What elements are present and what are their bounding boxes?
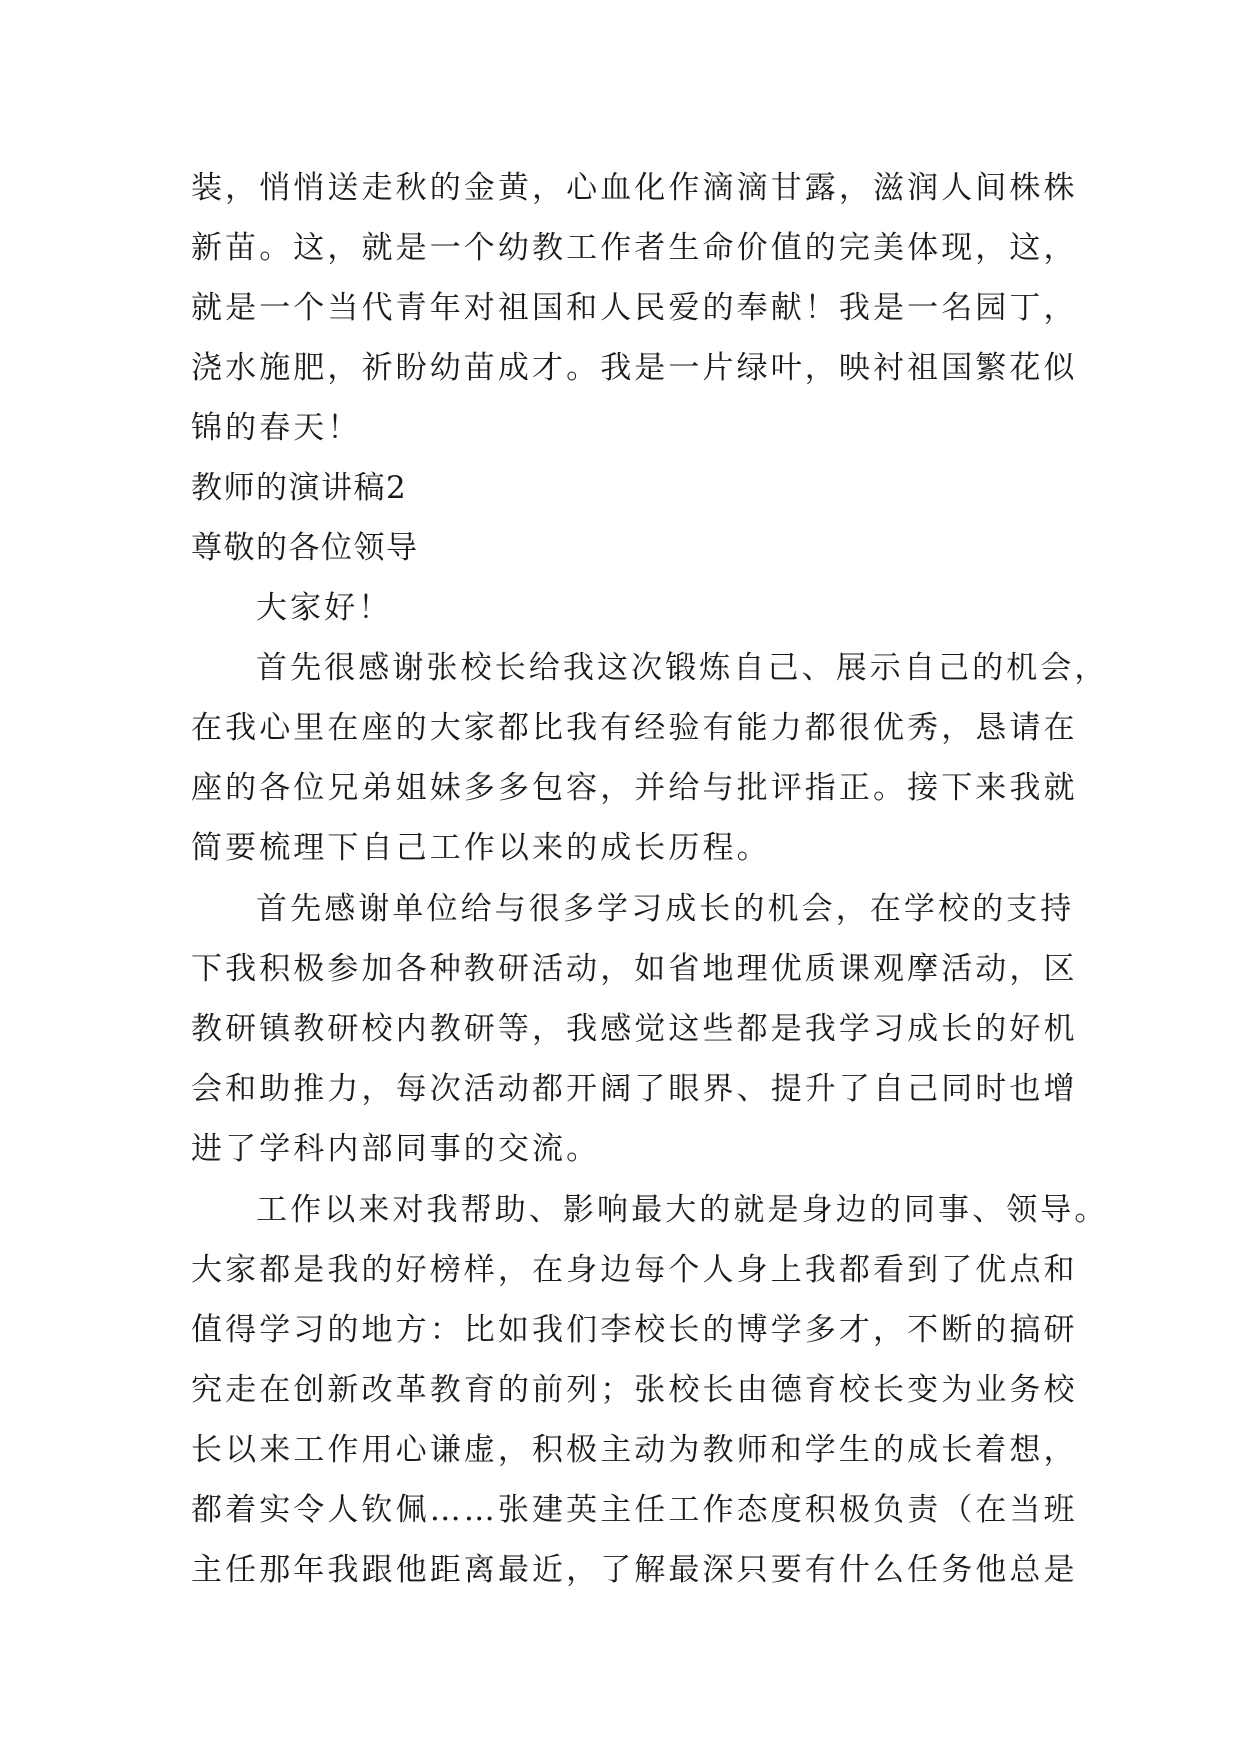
paragraph-3-line: 都着实令人钦佩……张建英主任工作态度积极负责（在当班 — [191, 1492, 1078, 1528]
section-title: 教师的演讲稿2 — [191, 470, 408, 506]
salutation: 尊敬的各位领导 — [191, 530, 419, 566]
greeting: 大家好！ — [256, 590, 393, 626]
document-body — [191, 158, 1109, 1600]
paragraph-1-line: 首先很感谢张校长给我这次锻炼自己、展示自己的机会， — [256, 650, 1109, 686]
paragraph-2-line: 进了学科内部同事的交流。 — [191, 1131, 601, 1167]
paragraph-1-line: 在我心里在座的大家都比我有经验有能力都很优秀，恳请在 — [191, 710, 1078, 746]
paragraph-3-line: 值得学习的地方：比如我们李校长的博学多才，不断的搞研 — [191, 1312, 1078, 1348]
paragraph-3-line: 大家都是我的好榜样，在身边每个人身上我都看到了优点和 — [191, 1252, 1078, 1288]
text-line: 新苗。这，就是一个幼教工作者生命价值的完美体现，这， — [191, 230, 1078, 266]
paragraph-1-line: 简要梳理下自己工作以来的成长历程。 — [191, 830, 771, 866]
paragraph-2-line: 教研镇教研校内教研等，我感觉这些都是我学习成长的好机 — [191, 1011, 1078, 1047]
paragraph-3-line: 长以来工作用心谦虚，积极主动为教师和学生的成长着想， — [191, 1432, 1078, 1468]
paragraph-1-line: 座的各位兄弟姐妹多多包容，并给与批评指正。接下来我就 — [191, 770, 1078, 806]
paragraph-3-line: 主任那年我跟他距离最近，了解最深只要有什么任务他总是 — [191, 1552, 1078, 1588]
text-line: 锦的春天！ — [191, 410, 362, 446]
text-line: 浇水施肥，祈盼幼苗成才。我是一片绿叶，映衬祖国繁花似 — [191, 350, 1078, 386]
text-line: 装，悄悄送走秋的金黄，心血化作滴滴甘露，滋润人间株株 — [191, 170, 1078, 206]
paragraph-2-line: 首先感谢单位给与很多学习成长的机会，在学校的支持 — [256, 891, 1075, 927]
paragraph-2-line: 下我积极参加各种教研活动，如省地理优质课观摩活动，区 — [191, 951, 1078, 987]
text-line: 就是一个当代青年对祖国和人民爱的奉献！我是一名园丁， — [191, 290, 1078, 326]
paragraph-3-line: 工作以来对我帮助、影响最大的就是身边的同事、领导。 — [256, 1192, 1109, 1228]
paragraph-2-line: 会和助推力，每次活动都开阔了眼界、提升了自己同时也增 — [191, 1071, 1078, 1107]
paragraph-3-line: 究走在创新改革教育的前列；张校长由德育校长变为业务校 — [191, 1372, 1078, 1408]
